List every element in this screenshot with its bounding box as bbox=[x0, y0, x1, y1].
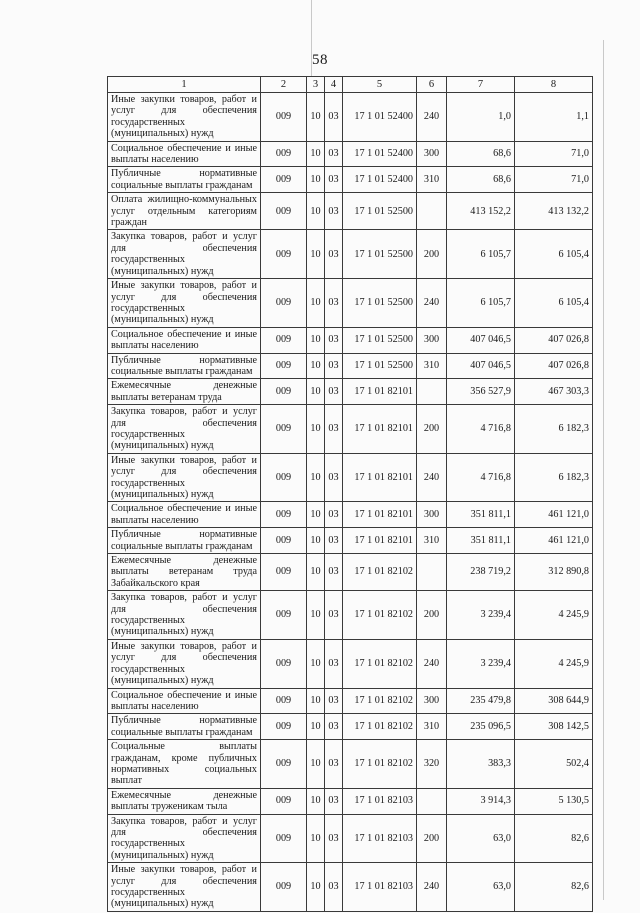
expense-type-cell: 300 bbox=[417, 141, 447, 167]
amount-col7-cell: 235 479,8 bbox=[447, 688, 515, 714]
section-cell: 10 bbox=[307, 453, 325, 502]
row-name-cell: Иные закупки товаров, работ и услуг для обеспечения государственных (муниципальных) нужд bbox=[108, 279, 261, 328]
grbs-cell: 009 bbox=[261, 814, 307, 863]
row-name-cell: Социальное обеспечение и иные выплаты населению bbox=[108, 327, 261, 353]
expense-type-cell: 310 bbox=[417, 714, 447, 740]
col-header: 5 bbox=[343, 77, 417, 93]
expense-type-cell bbox=[417, 379, 447, 405]
expense-type-cell: 320 bbox=[417, 740, 447, 789]
col-header: 6 bbox=[417, 77, 447, 93]
amount-col7-cell: 1,0 bbox=[447, 93, 515, 142]
amount-col8-cell: 407 026,8 bbox=[515, 327, 593, 353]
amount-col8-cell: 5 130,5 bbox=[515, 788, 593, 814]
target-article-cell: 17 1 01 82101 bbox=[343, 502, 417, 528]
target-article-cell: 17 1 01 82101 bbox=[343, 453, 417, 502]
row-name-cell: Социальные выплаты гражданам, кроме публичных нормативных социальных выплат bbox=[108, 740, 261, 789]
amount-col8-cell: 6 105,4 bbox=[515, 230, 593, 279]
amount-col7-cell: 4 716,8 bbox=[447, 405, 515, 454]
section-cell: 10 bbox=[307, 193, 325, 230]
table-row bbox=[108, 379, 593, 405]
target-article-cell: 17 1 01 52500 bbox=[343, 353, 417, 379]
amount-col8-cell: 71,0 bbox=[515, 167, 593, 193]
row-name-cell: Иные закупки товаров, работ и услуг для обеспечения государственных (муниципальных) нужд bbox=[108, 639, 261, 688]
amount-col7-cell: 356 527,9 bbox=[447, 379, 515, 405]
table-row bbox=[108, 740, 593, 789]
grbs-cell: 009 bbox=[261, 279, 307, 328]
row-name-cell: Закупка товаров, работ и услуг для обеспечения государственных (муниципальных) нужд bbox=[108, 591, 261, 640]
amount-col8-cell: 1,1 bbox=[515, 93, 593, 142]
amount-col7-cell: 6 105,7 bbox=[447, 279, 515, 328]
section-cell: 10 bbox=[307, 141, 325, 167]
expense-type-cell: 300 bbox=[417, 688, 447, 714]
expense-type-cell: 200 bbox=[417, 814, 447, 863]
amount-col8-cell: 82,6 bbox=[515, 863, 593, 912]
expense-type-cell: 310 bbox=[417, 353, 447, 379]
amount-col8-cell: 308 644,9 bbox=[515, 688, 593, 714]
row-name-cell: Социальное обеспечение и иные выплаты населению bbox=[108, 502, 261, 528]
expense-type-cell: 310 bbox=[417, 528, 447, 554]
amount-col8-cell: 467 303,3 bbox=[515, 379, 593, 405]
subsection-cell: 03 bbox=[325, 502, 343, 528]
row-name-cell: Иные закупки товаров, работ и услуг для обеспечения государственных (муниципальных) нужд bbox=[108, 863, 261, 912]
section-cell: 10 bbox=[307, 688, 325, 714]
target-article-cell: 17 1 01 82101 bbox=[343, 405, 417, 454]
grbs-cell: 009 bbox=[261, 502, 307, 528]
grbs-cell: 009 bbox=[261, 167, 307, 193]
table-row bbox=[108, 141, 593, 167]
row-name-cell: Публичные нормативные социальные выплаты гражданам bbox=[108, 353, 261, 379]
expense-type-cell: 300 bbox=[417, 327, 447, 353]
table-row bbox=[108, 353, 593, 379]
expense-type-cell: 200 bbox=[417, 230, 447, 279]
amount-col8-cell: 82,6 bbox=[515, 814, 593, 863]
section-cell: 10 bbox=[307, 528, 325, 554]
col-header: 1 bbox=[108, 77, 261, 93]
row-name-cell: Оплата жилищно-коммунальных услуг отдельным категориям граждан bbox=[108, 193, 261, 230]
target-article-cell: 17 1 01 82102 bbox=[343, 591, 417, 640]
subsection-cell: 03 bbox=[325, 405, 343, 454]
table-row bbox=[108, 93, 593, 142]
amount-col8-cell: 4 245,9 bbox=[515, 639, 593, 688]
subsection-cell: 03 bbox=[325, 788, 343, 814]
table-row bbox=[108, 863, 593, 912]
amount-col7-cell: 351 811,1 bbox=[447, 502, 515, 528]
amount-col8-cell: 502,4 bbox=[515, 740, 593, 789]
table-row bbox=[108, 788, 593, 814]
target-article-cell: 17 1 01 52500 bbox=[343, 193, 417, 230]
table-row bbox=[108, 193, 593, 230]
section-cell: 10 bbox=[307, 591, 325, 640]
section-cell: 10 bbox=[307, 167, 325, 193]
target-article-cell: 17 1 01 52400 bbox=[343, 93, 417, 142]
section-cell: 10 bbox=[307, 230, 325, 279]
col-header: 4 bbox=[325, 77, 343, 93]
subsection-cell: 03 bbox=[325, 528, 343, 554]
section-cell: 10 bbox=[307, 639, 325, 688]
row-name-cell: Социальное обеспечение и иные выплаты населению bbox=[108, 141, 261, 167]
subsection-cell: 03 bbox=[325, 688, 343, 714]
table-header-row bbox=[108, 77, 593, 93]
grbs-cell: 009 bbox=[261, 327, 307, 353]
table-row bbox=[108, 279, 593, 328]
section-cell: 10 bbox=[307, 405, 325, 454]
target-article-cell: 17 1 01 52500 bbox=[343, 279, 417, 328]
expense-type-cell: 310 bbox=[417, 167, 447, 193]
target-article-cell: 17 1 01 82102 bbox=[343, 554, 417, 591]
amount-col8-cell: 461 121,0 bbox=[515, 502, 593, 528]
amount-col7-cell: 68,6 bbox=[447, 141, 515, 167]
expense-type-cell bbox=[417, 554, 447, 591]
amount-col7-cell: 3 239,4 bbox=[447, 639, 515, 688]
amount-col8-cell: 71,0 bbox=[515, 141, 593, 167]
row-name-cell: Ежемесячные денежные выплаты ветеранам труда Забайкальского края bbox=[108, 554, 261, 591]
grbs-cell: 009 bbox=[261, 788, 307, 814]
amount-col7-cell: 3 914,3 bbox=[447, 788, 515, 814]
section-cell: 10 bbox=[307, 740, 325, 789]
row-name-cell: Публичные нормативные социальные выплаты гражданам bbox=[108, 528, 261, 554]
table-row bbox=[108, 639, 593, 688]
table-row bbox=[108, 167, 593, 193]
grbs-cell: 009 bbox=[261, 141, 307, 167]
expense-type-cell: 240 bbox=[417, 863, 447, 912]
row-name-cell: Закупка товаров, работ и услуг для обеспечения государственных (муниципальных) нужд bbox=[108, 230, 261, 279]
budget-table bbox=[107, 76, 593, 912]
section-cell: 10 bbox=[307, 502, 325, 528]
table-row bbox=[108, 528, 593, 554]
expense-type-cell: 240 bbox=[417, 639, 447, 688]
target-article-cell: 17 1 01 52400 bbox=[343, 141, 417, 167]
subsection-cell: 03 bbox=[325, 230, 343, 279]
amount-col7-cell: 63,0 bbox=[447, 863, 515, 912]
row-name-cell: Закупка товаров, работ и услуг для обеспечения государственных (муниципальных) нужд bbox=[108, 814, 261, 863]
target-article-cell: 17 1 01 82103 bbox=[343, 788, 417, 814]
subsection-cell: 03 bbox=[325, 639, 343, 688]
section-cell: 10 bbox=[307, 554, 325, 591]
amount-col7-cell: 235 096,5 bbox=[447, 714, 515, 740]
row-name-cell: Иные закупки товаров, работ и услуг для обеспечения государственных (муниципальных) нужд bbox=[108, 453, 261, 502]
amount-col8-cell: 6 182,3 bbox=[515, 453, 593, 502]
target-article-cell: 17 1 01 82103 bbox=[343, 814, 417, 863]
col-header: 3 bbox=[307, 77, 325, 93]
grbs-cell: 009 bbox=[261, 193, 307, 230]
row-name-cell: Публичные нормативные социальные выплаты гражданам bbox=[108, 167, 261, 193]
subsection-cell: 03 bbox=[325, 814, 343, 863]
subsection-cell: 03 bbox=[325, 863, 343, 912]
amount-col7-cell: 383,3 bbox=[447, 740, 515, 789]
section-cell: 10 bbox=[307, 353, 325, 379]
subsection-cell: 03 bbox=[325, 353, 343, 379]
grbs-cell: 009 bbox=[261, 714, 307, 740]
target-article-cell: 17 1 01 82101 bbox=[343, 528, 417, 554]
row-name-cell: Ежемесячные денежные выплаты ветеранам труда bbox=[108, 379, 261, 405]
expense-type-cell: 240 bbox=[417, 453, 447, 502]
col-header: 8 bbox=[515, 77, 593, 93]
target-article-cell: 17 1 01 82101 bbox=[343, 379, 417, 405]
grbs-cell: 009 bbox=[261, 453, 307, 502]
target-article-cell: 17 1 01 82102 bbox=[343, 714, 417, 740]
expense-type-cell: 240 bbox=[417, 279, 447, 328]
amount-col8-cell: 312 890,8 bbox=[515, 554, 593, 591]
section-cell: 10 bbox=[307, 714, 325, 740]
amount-col7-cell: 3 239,4 bbox=[447, 591, 515, 640]
subsection-cell: 03 bbox=[325, 193, 343, 230]
grbs-cell: 009 bbox=[261, 639, 307, 688]
row-name-cell: Ежемесячные денежные выплаты труженикам тыла bbox=[108, 788, 261, 814]
target-article-cell: 17 1 01 52400 bbox=[343, 167, 417, 193]
table-row bbox=[108, 230, 593, 279]
target-article-cell: 17 1 01 82102 bbox=[343, 740, 417, 789]
table-row bbox=[108, 453, 593, 502]
expense-type-cell: 200 bbox=[417, 405, 447, 454]
subsection-cell: 03 bbox=[325, 714, 343, 740]
amount-col8-cell: 6 182,3 bbox=[515, 405, 593, 454]
table-row bbox=[108, 554, 593, 591]
grbs-cell: 009 bbox=[261, 353, 307, 379]
subsection-cell: 03 bbox=[325, 327, 343, 353]
table-row bbox=[108, 714, 593, 740]
grbs-cell: 009 bbox=[261, 688, 307, 714]
grbs-cell: 009 bbox=[261, 554, 307, 591]
amount-col7-cell: 407 046,5 bbox=[447, 353, 515, 379]
amount-col7-cell: 238 719,2 bbox=[447, 554, 515, 591]
row-name-cell: Публичные нормативные социальные выплаты гражданам bbox=[108, 714, 261, 740]
col-header: 7 bbox=[447, 77, 515, 93]
subsection-cell: 03 bbox=[325, 453, 343, 502]
grbs-cell: 009 bbox=[261, 93, 307, 142]
amount-col8-cell: 407 026,8 bbox=[515, 353, 593, 379]
subsection-cell: 03 bbox=[325, 279, 343, 328]
amount-col7-cell: 4 716,8 bbox=[447, 453, 515, 502]
amount-col8-cell: 413 132,2 bbox=[515, 193, 593, 230]
amount-col7-cell: 407 046,5 bbox=[447, 327, 515, 353]
target-article-cell: 17 1 01 82103 bbox=[343, 863, 417, 912]
table-row bbox=[108, 591, 593, 640]
target-article-cell: 17 1 01 82102 bbox=[343, 639, 417, 688]
section-cell: 10 bbox=[307, 863, 325, 912]
amount-col7-cell: 6 105,7 bbox=[447, 230, 515, 279]
grbs-cell: 009 bbox=[261, 740, 307, 789]
subsection-cell: 03 bbox=[325, 379, 343, 405]
amount-col8-cell: 6 105,4 bbox=[515, 279, 593, 328]
subsection-cell: 03 bbox=[325, 141, 343, 167]
row-name-cell: Социальное обеспечение и иные выплаты населению bbox=[108, 688, 261, 714]
table-row bbox=[108, 502, 593, 528]
amount-col7-cell: 351 811,1 bbox=[447, 528, 515, 554]
amount-col7-cell: 63,0 bbox=[447, 814, 515, 863]
amount-col8-cell: 461 121,0 bbox=[515, 528, 593, 554]
subsection-cell: 03 bbox=[325, 93, 343, 142]
section-cell: 10 bbox=[307, 379, 325, 405]
table-row bbox=[108, 405, 593, 454]
subsection-cell: 03 bbox=[325, 591, 343, 640]
section-cell: 10 bbox=[307, 814, 325, 863]
amount-col7-cell: 68,6 bbox=[447, 167, 515, 193]
amount-col7-cell: 413 152,2 bbox=[447, 193, 515, 230]
grbs-cell: 009 bbox=[261, 591, 307, 640]
expense-type-cell bbox=[417, 193, 447, 230]
section-cell: 10 bbox=[307, 788, 325, 814]
expense-type-cell bbox=[417, 788, 447, 814]
grbs-cell: 009 bbox=[261, 379, 307, 405]
grbs-cell: 009 bbox=[261, 405, 307, 454]
subsection-cell: 03 bbox=[325, 167, 343, 193]
section-cell: 10 bbox=[307, 93, 325, 142]
section-cell: 10 bbox=[307, 279, 325, 328]
amount-col8-cell: 4 245,9 bbox=[515, 591, 593, 640]
target-article-cell: 17 1 01 82102 bbox=[343, 688, 417, 714]
expense-type-cell: 200 bbox=[417, 591, 447, 640]
target-article-cell: 17 1 01 52500 bbox=[343, 230, 417, 279]
subsection-cell: 03 bbox=[325, 740, 343, 789]
grbs-cell: 009 bbox=[261, 863, 307, 912]
page-number: 58 bbox=[312, 52, 328, 68]
row-name-cell: Иные закупки товаров, работ и услуг для обеспечения государственных (муниципальных) нужд bbox=[108, 93, 261, 142]
expense-type-cell: 240 bbox=[417, 93, 447, 142]
grbs-cell: 009 bbox=[261, 230, 307, 279]
row-name-cell: Закупка товаров, работ и услуг для обеспечения государственных (муниципальных) нужд bbox=[108, 405, 261, 454]
col-header: 2 bbox=[261, 77, 307, 93]
subsection-cell: 03 bbox=[325, 554, 343, 591]
table-row bbox=[108, 814, 593, 863]
table-row bbox=[108, 688, 593, 714]
target-article-cell: 17 1 01 52500 bbox=[343, 327, 417, 353]
expense-type-cell: 300 bbox=[417, 502, 447, 528]
table-row bbox=[108, 327, 593, 353]
grbs-cell: 009 bbox=[261, 528, 307, 554]
section-cell: 10 bbox=[307, 327, 325, 353]
scan-artifact-line bbox=[603, 40, 604, 900]
amount-col8-cell: 308 142,5 bbox=[515, 714, 593, 740]
